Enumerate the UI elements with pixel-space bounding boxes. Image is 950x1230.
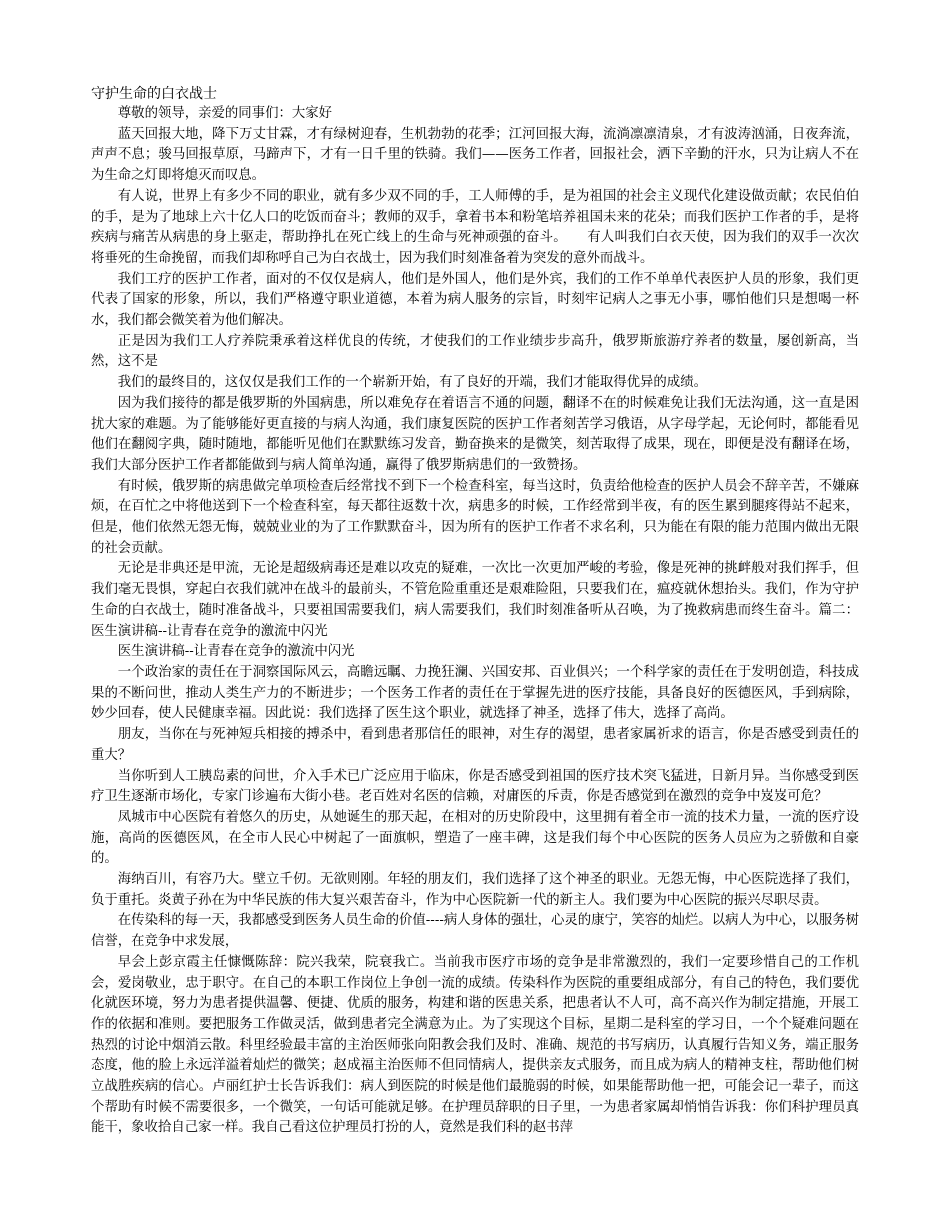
paragraph: 凤城市中心医院有着悠久的历史，从她诞生的那天起，在相对的历史阶段中，这里拥有着全市一流的技术力量，一流的医疗设施，高尚的医德医风，在全市人民心中树起了一面旗帜，塑造了一座丰碑，这是我们每个中心医院的医务人员应为之骄傲和自豪的。: [91, 809, 859, 867]
section-heading: 医生演讲稿--让青春在竞争的激流中闪光: [117, 644, 355, 660]
document-title: 守护生命的白衣战士: [91, 86, 217, 102]
paragraph: 正是因为我们工人疗养院秉承着这样优良的传统，才使我们的工作业绩步步高升，俄罗斯旅游疗养者的数量，屡创新高，当然，这不是: [91, 333, 859, 370]
paragraph-greeting: 尊敬的领导，亲爱的同事们：大家好: [117, 106, 333, 121]
paragraph: 一个政治家的责任在于洞察国际风云，高瞻远瞩、力挽狂澜、兴国安邦、百业俱兴；一个科学家的责任在于发明创造，科技成果的不断问世，推动人类生产力的不断进步；一个医务工作者的责任在于掌握先进的医疗技能，具备良好的医德医风，手到病除，妙少回春，使人民健康幸福。因此说：我们选择了医生这个职业，就选择了神圣，选择了伟大，选择了高尚。: [91, 664, 859, 722]
paragraph: 我们的最终目的，这仅仅是我们工作的一个崭新开始，有了良好的开端，我们才能取得优异的成绩。: [117, 375, 707, 391]
paragraph: 海纳百川，有容乃大。壁立千仞。无欲则刚。年轻的朋友们，我们选择了这个神圣的职业。无怨无悔，中心医院选择了我们，负于重托。炎黄子孙在为中华民族的伟大复兴艰苦奋斗，作为中心医院新一代的新主人。我们要为中心医院的振兴尽职尽责。: [91, 872, 859, 908]
paragraph: 蓝天回报大地，降下万丈甘霖，才有绿树迎春，生机勃勃的花季；江河回报大海，流淌凛凛清泉，才有波涛汹涌，日夜奔流，声声不息；骏马回报草原，马蹄声下，才有一日千里的铁骑。我们——医务工作者，回报社会，洒下辛勤的汗水，只为让病人不在为生命之灯即将熄灭而叹息。: [91, 126, 859, 184]
paragraph: 有时候，俄罗斯的病患做完单项检查后经常找不到下一个检查科室，每当这时，负责给他检查的医护人员会不辞辛苦，不嫌麻烦，在百忙之中将他送到下一个检查科室，每天都往返数十次，病患多的时候，工作经常到半夜，有的医生累到腿疼得站不起来，但是，他们依然无怨无悔，兢兢业业的为了工作默默奋斗，因为所有的医护工作者不求名利，只为能在有限的能力范围内做出无限的社会贡献。: [91, 478, 859, 556]
paragraph: 无论是非典还是甲流，无论是超级病毒还是难以攻克的疑难，一次比一次更加严峻的考验，像是死神的挑衅般对我们挥手，但我们毫无畏惧，穿起白衣我们就冲在战斗的最前头，不管危险重重还是艰难险阻，只要我们在，瘟疫就休想抬头。我们，作为守护生命的白衣战士，随时准备战斗，只要祖国需要我们，病人需要我们，我们时刻准备听从召唤，为了挽救病患而终生奋斗。篇二：医生演讲稿--让青春在竞争的激流中闪光: [91, 561, 859, 639]
paragraph: 当你听到人工胰岛素的问世，介入手术已广泛应用于临床，你是否感受到祖国的医疗技术突飞猛进，日新月异。当你感受到医疗卫生逐渐市场化，专家门诊遍布大街小巷。老百姓对名医的信赖，对庸医的斥责，你是否感觉到在激烈的竞争中岌岌可危？: [91, 768, 859, 805]
paragraph: 在传染科的每一天，我都感受到医务人员生命的价值----病人身体的强壮，心灵的康宁，笑容的灿烂。以病人为中心，以服务树信誉，在竞争中求发展，: [91, 913, 859, 950]
paragraph: 我们工疗的医护工作者，面对的不仅仅是病人，他们是外国人，他们是外宾，我们的工作不单单代表医护人员的形象，我们更代表了国家的形象，所以，我们严格遵守职业道德，本着为病人服务的宗旨，时刻牢记病人之事无小事，哪怕他们只是想喝一杯水，我们都会微笑着为他们解决。: [91, 271, 859, 329]
paragraph: 早会上彭京霞主任慷慨陈辞：院兴我荣，院衰我亡。当前我市医疗市场的竞争是非常激烈的，我们一定要珍惜自己的工作机会，爱岗敬业，忠于职守。在自己的本职工作岗位上争创一流的成绩。传染科作为医院的重要组成部分，有自己的特色，我们要优化就医环境，努力为患者提供温馨、便捷、优质的服务，构建和谐的医患关系，把患者认不人可，高不高兴作为制定措施，开展工作的依据和准则。要把服务工作做灵活，做到患者完全满意为止。为了实现这个目标，星期二是科室的学习日，一个个疑难问题在热烈的讨论中烟消云散。科里经验最丰富的主治医师张向阳教会我们及时、准确、规范的书写病历，认真履行告知义务，端正服务态度，他的脸上永远洋溢着灿烂的微笑；赵成福主治医师不但同情病人，提供亲友式服务，而且成为病人的精神支柱，帮助他们树立战胜疾病的信心。卢丽红护士长告诉我们：病人到医院的时候是他们最脆弱的时候，如果能帮助他一把，可能会记一辈子，而这个帮助有时候不需要很多，一个微笑，一句话可能就足够。在护理员辞职的日子里，一为患者家属却悄悄告诉我：你们科护理员真能干，象收拾自己家一样。我自己看这位护理员打扮的人，竟然是我们科的赵书萍: [91, 954, 859, 1136]
paragraph: 因为我们接待的都是俄罗斯的外国病患，所以难免存在着语言不通的问题，翻译不在的时候难免让我们无法沟通，这一直是困扰大家的难题。为了能够能好更直接的与病人沟通，我们康复医院的医护工作者刻苦学习俄语，从字母学起，无论何时，都能看见他们在翻阅字典，随时随地，都能听见他们在默默练习发音，勤奋换来的是微笑，刻苦取得了成果，现在，即便是没有翻译在场，我们大部分医护工作者都能做到与病人简单沟通，赢得了俄罗斯病患们的一致赞扬。: [91, 395, 859, 473]
paragraph: 朋友，当你在与死神短兵相接的搏杀中，看到患者那信任的眼神，对生存的渴望，患者家属祈求的语言，你是否感受到责任的重大？: [91, 727, 859, 763]
paragraph: 有人说，世界上有多少不同的职业，就有多少双不同的手，工人师傅的手，是为祖国的社会主义现代化建设做贡献；农民伯伯的手，是为了地球上六十亿人口的吃饭而奋斗；教师的双手，拿着书本和粉笔培养祖国未来的花朵；而我们医护工作者的手，是将疾病与痛苦从病患的身上驱走，帮助挣扎在死亡线上的生命与死神顽强的奋斗。 有人叫我们白衣天使，因为我们的双手一次次将垂死的生命挽留，而我们却称呼自己为白衣战士，因为我们时刻准备着为突发的意外而战斗。: [91, 188, 859, 266]
document-page: [91, 84, 859, 1139]
